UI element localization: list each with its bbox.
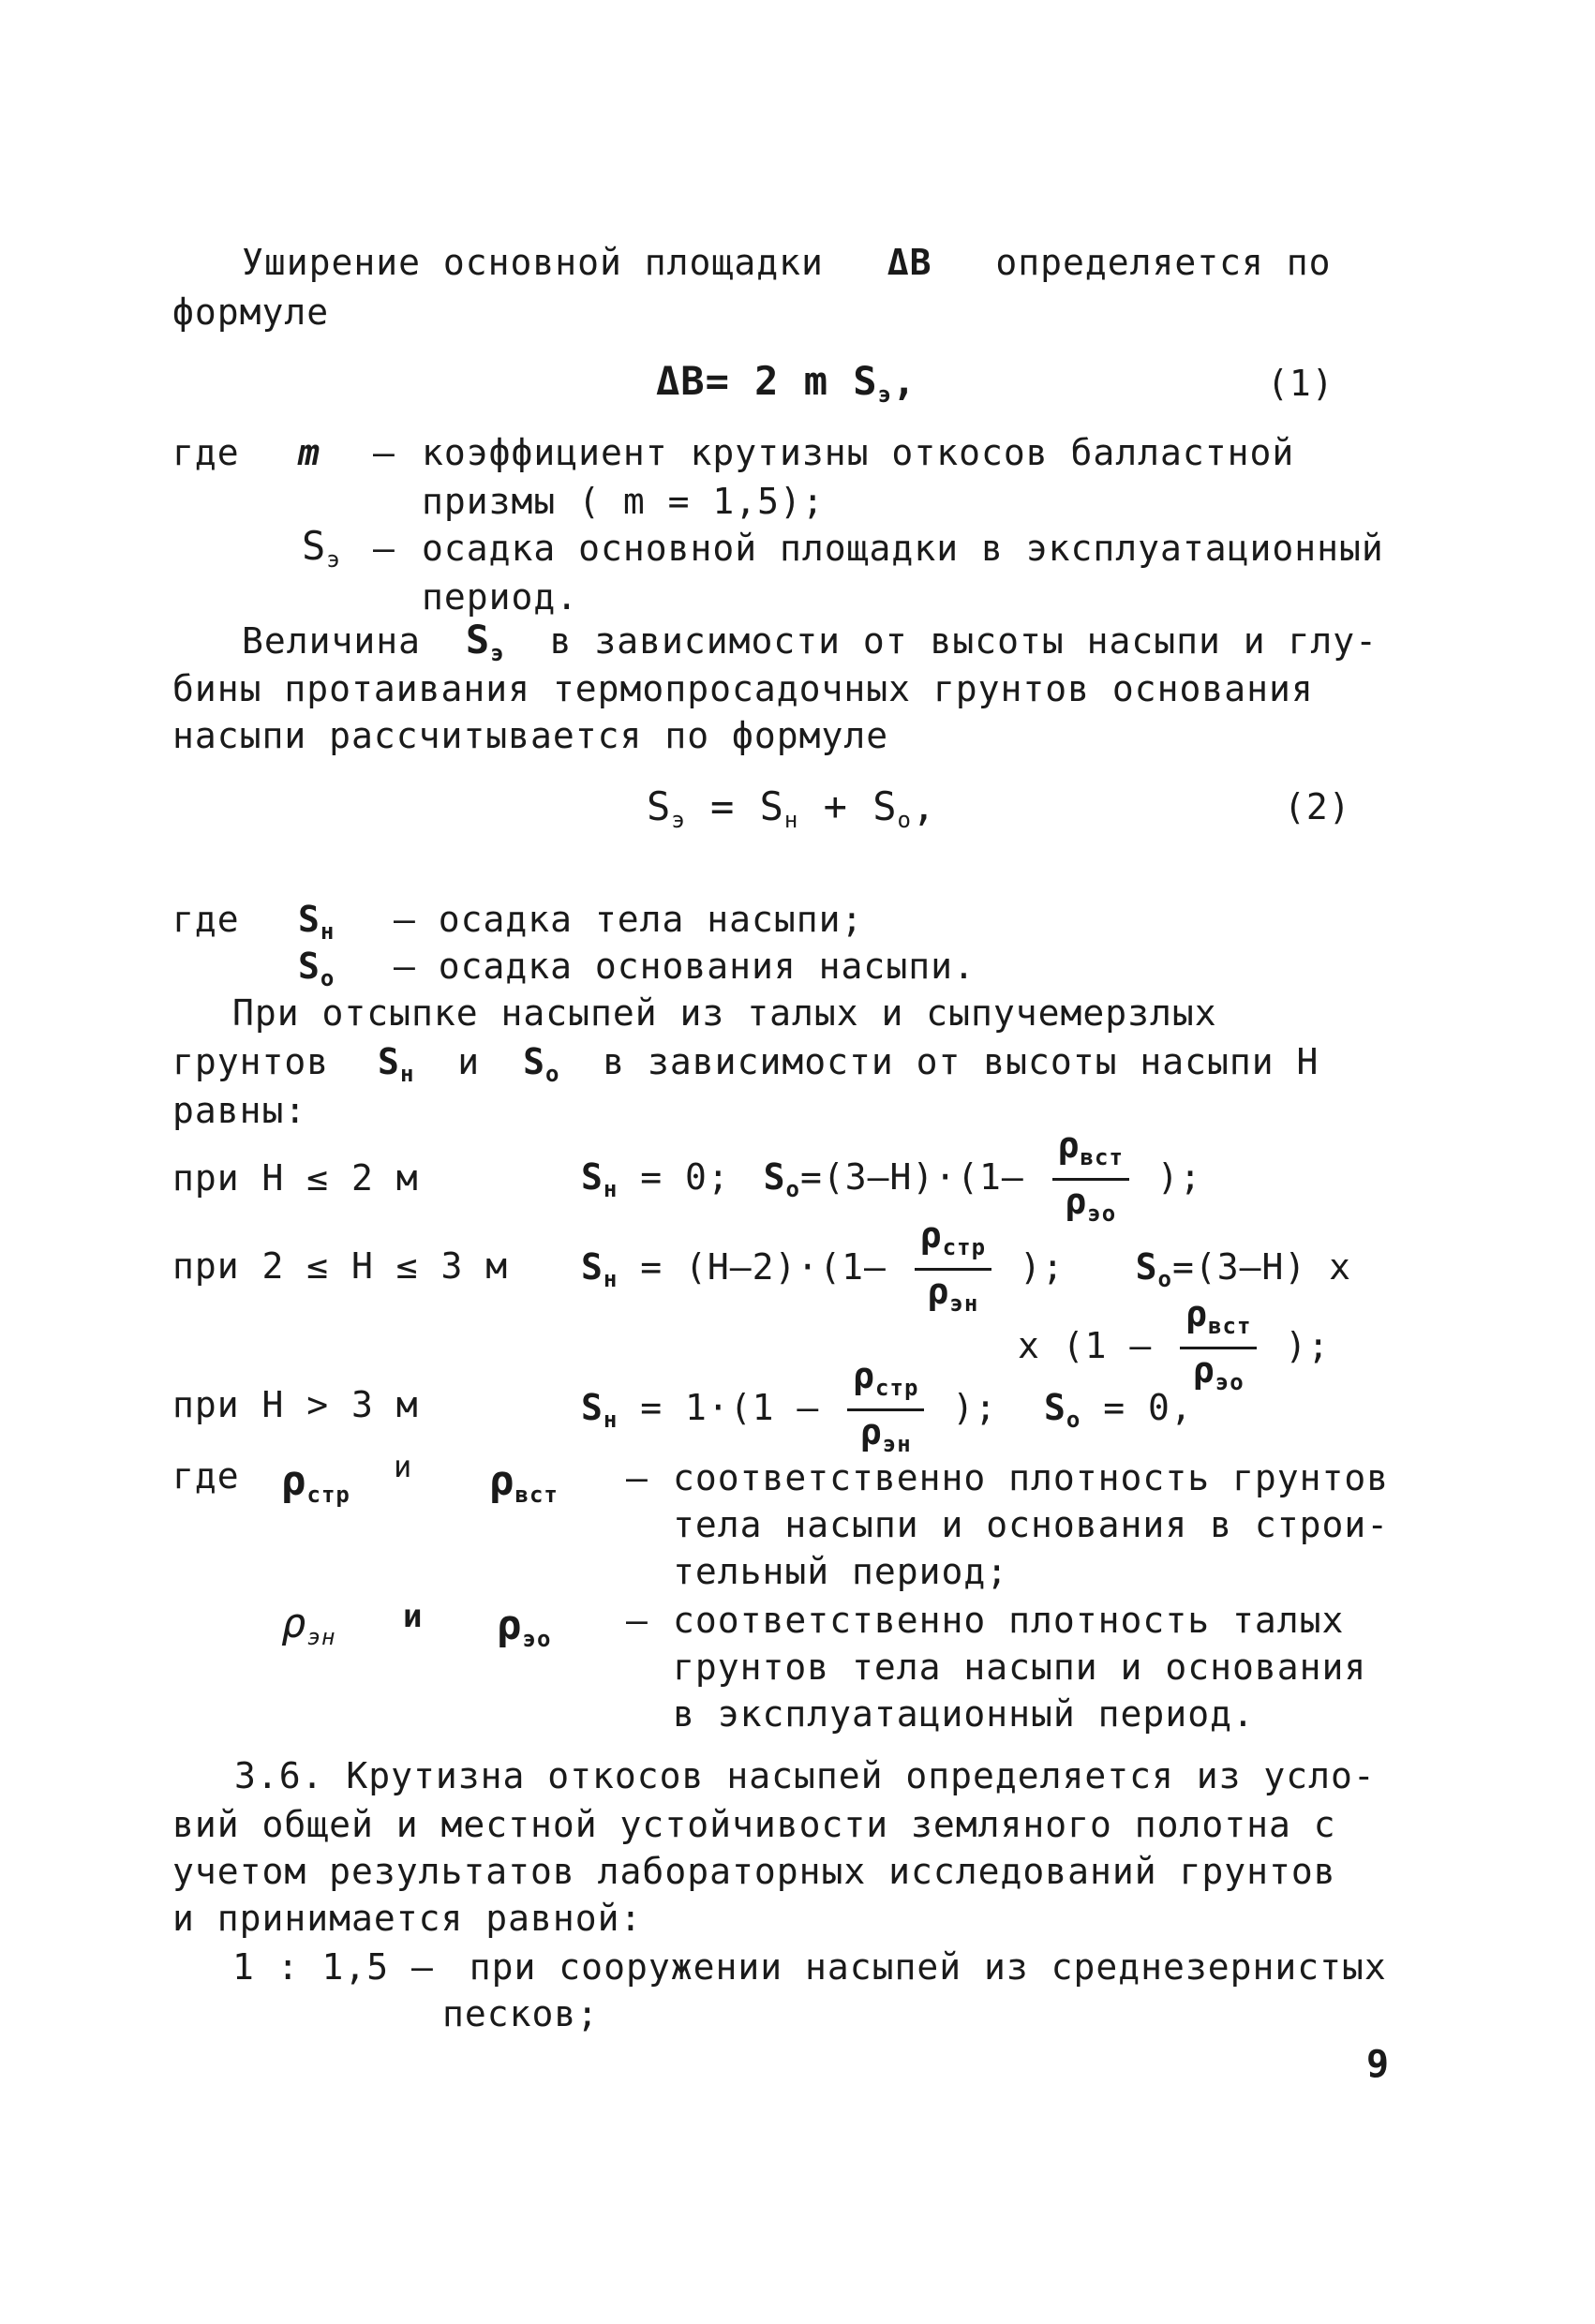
symbol-sub: эо [1087, 1200, 1117, 1227]
equation-1 [656, 358, 917, 418]
symbol: ρ [859, 1411, 883, 1452]
symbol-sub: о [1157, 1266, 1172, 1292]
symbol: S [1043, 1387, 1066, 1428]
text: ); [1019, 1246, 1065, 1288]
symbol-sub: о [785, 1176, 800, 1202]
definition-text: грунтов тела насыпи и основания [673, 1646, 1367, 1688]
eq-tail: , [892, 358, 917, 404]
eq-rhs: = 2 m S [705, 358, 878, 404]
symbol: S [302, 523, 327, 569]
symbol: ρ [1057, 1125, 1081, 1166]
rho-eo-symbol [497, 1602, 551, 1662]
text: = 1·(1 – [640, 1387, 820, 1428]
paragraph-line: бины протаивания термопросадочных грунтов основания [172, 668, 1314, 709]
rho-vst-symbol [489, 1458, 559, 1518]
fraction [915, 1214, 991, 1324]
text: = 0, [1103, 1387, 1193, 1428]
delta-b-symbol: ΔB [887, 242, 932, 283]
definition-text: коэффициент крутизны откосов балластной [422, 432, 1295, 473]
text: грунтов [172, 1041, 330, 1082]
text: =(3–Н)·(1– [799, 1156, 1024, 1198]
eq-part: + S [798, 783, 898, 829]
symbol: S [581, 1387, 604, 1428]
eq-part: = S [685, 783, 784, 829]
symbol-sub: стр [306, 1482, 350, 1508]
fraction-numerator [1180, 1293, 1257, 1349]
rho-en-symbol [281, 1601, 335, 1661]
definition-text: соответственно плотность грунтов [673, 1457, 1390, 1498]
ratio: 1 : 1,5 – [232, 1946, 434, 1988]
eq-sub: э [877, 381, 893, 408]
dash: – [373, 528, 395, 569]
paragraph-line: равны: [172, 1090, 307, 1131]
symbol-sub: эн [882, 1431, 912, 1457]
text: Уширение основной площадки [242, 242, 824, 283]
dash: – [373, 432, 395, 473]
symbol: S [581, 1156, 604, 1198]
rho-str-symbol [281, 1458, 350, 1518]
symbol-sub: вст [1080, 1144, 1124, 1170]
paragraph-line: 3.6. Крутизна откосов насыпей определяется из усло- [234, 1755, 1376, 1796]
eq-symbol: S [647, 783, 672, 829]
symbol: ρ [927, 1271, 950, 1312]
paragraph-line: При отсыпке насыпей из талых и сыпучемерзлых [232, 992, 1217, 1034]
text: определяется по [995, 242, 1332, 283]
text: в зависимости от высоты насыпи и глу- [549, 620, 1379, 662]
symbol: S [763, 1156, 786, 1198]
text: х (1 – [1018, 1325, 1153, 1366]
symbol-sub: н [320, 918, 335, 945]
and-word: и [394, 1449, 413, 1484]
definition-text: – осадка тела насыпи; [394, 899, 864, 940]
symbol: ρ [919, 1214, 943, 1256]
symbol-sub: н [399, 1061, 415, 1087]
list-item-continued: песков; [442, 1993, 600, 2034]
where-label: где [172, 1455, 240, 1497]
where-label: где [172, 899, 240, 940]
symbol-sub: н [603, 1266, 619, 1292]
paragraph-line [242, 239, 1332, 286]
case-condition: при Н ≤ 2 м [172, 1157, 419, 1199]
text: = 0; [640, 1156, 730, 1198]
text: при сооружении насыпей из среднезернистых [469, 1946, 1387, 1988]
symbol-sub: эн [949, 1290, 979, 1317]
page-number: 9 [1366, 2043, 1390, 2086]
fraction [847, 1355, 924, 1465]
symbol: S [465, 617, 491, 663]
paragraph-line: вий общей и местной устойчивости земляного полотна с [172, 1804, 1336, 1845]
symbol-sub: н [603, 1407, 619, 1433]
symbol-sub: о [1066, 1407, 1081, 1433]
symbol: ρ [1192, 1349, 1215, 1391]
symbol-sub: э [490, 640, 505, 666]
text: и [457, 1041, 481, 1082]
eq-lhs: ΔB [656, 358, 706, 404]
dash: – [626, 1600, 648, 1641]
symbol-sub: эо [1215, 1369, 1245, 1395]
paragraph-line: учетом результатов лабораторных исследований грунтов [172, 1851, 1336, 1892]
paragraph-line: и принимается равной: [172, 1898, 643, 1939]
definition-text: соответственно плотность талых [673, 1600, 1345, 1641]
text: ); [952, 1387, 998, 1428]
paragraph-line [172, 1038, 1319, 1097]
symbol-sub: вст [1208, 1313, 1252, 1339]
symbol-sub: эо [522, 1626, 552, 1652]
paragraph-line: насыпи рассчитывается по формуле [172, 715, 889, 756]
symbol: ρ [1185, 1293, 1209, 1334]
symbol-sub: о [544, 1061, 560, 1087]
fraction-numerator [847, 1355, 924, 1411]
symbol-sub: стр [875, 1375, 919, 1401]
text: ); [1285, 1325, 1331, 1366]
symbol: ρ [497, 1601, 523, 1649]
symbol: S [298, 899, 320, 940]
definition-text: осадка основной площадки в эксплуатационный [422, 528, 1384, 569]
and-word: и [403, 1598, 424, 1635]
symbol-sub: н [603, 1176, 619, 1202]
case-formula [581, 1355, 1193, 1465]
s-e-symbol [302, 523, 341, 583]
text: =(3–Н) х [1171, 1246, 1351, 1288]
case-condition: при Н > 3 м [172, 1384, 419, 1425]
symbol-sub: стр [942, 1234, 987, 1260]
eq-sub: н [783, 807, 799, 833]
m-symbol: m [298, 432, 320, 473]
definition-text: призмы ( m = 1,5); [422, 481, 825, 522]
symbol-sub: вст [514, 1482, 559, 1508]
definition-text: период. [422, 576, 579, 618]
symbol: S [1135, 1246, 1158, 1288]
symbol-sub: о [320, 965, 335, 991]
symbol: ρ [853, 1355, 876, 1396]
fraction-numerator [915, 1214, 991, 1271]
equation-number: (1) [1267, 363, 1334, 404]
symbol-sub: э [326, 546, 341, 573]
fraction-numerator [1052, 1125, 1129, 1181]
symbol: S [523, 1041, 545, 1082]
text: = (Н–2)·(1– [640, 1246, 887, 1288]
fraction-denominator [915, 1271, 991, 1324]
eq-sub: о [897, 807, 912, 833]
equation-2 [647, 783, 936, 843]
symbol: S [378, 1041, 400, 1082]
paragraph-line: формуле [172, 291, 330, 333]
symbol: ρ [489, 1457, 515, 1505]
text: в зависимости от высоты насыпи Н [603, 1041, 1319, 1082]
dash: – [626, 1457, 648, 1498]
text: Величина [242, 620, 422, 662]
eq-sub: э [671, 807, 686, 833]
case-condition: при 2 ≤ Н ≤ 3 м [172, 1245, 509, 1287]
definition-text: тела насыпи и основания в строи- [673, 1504, 1390, 1545]
symbol: ρ [1065, 1181, 1088, 1222]
symbol: S [581, 1246, 604, 1288]
text: ); [1156, 1156, 1202, 1198]
definition-text: тельный период; [673, 1551, 1009, 1592]
where-label: где [172, 432, 240, 473]
symbol: ρ [281, 1457, 307, 1505]
symbol: S [298, 946, 320, 987]
definition-text: в эксплуатационный период. [673, 1693, 1255, 1735]
symbol: ρ [281, 1600, 307, 1647]
equation-number: (2) [1284, 786, 1351, 827]
list-item [232, 1944, 1387, 1990]
definition-text: – осадка основания насыпи. [394, 946, 976, 987]
symbol-sub: эн [306, 1624, 336, 1650]
eq-tail: , [911, 783, 937, 829]
